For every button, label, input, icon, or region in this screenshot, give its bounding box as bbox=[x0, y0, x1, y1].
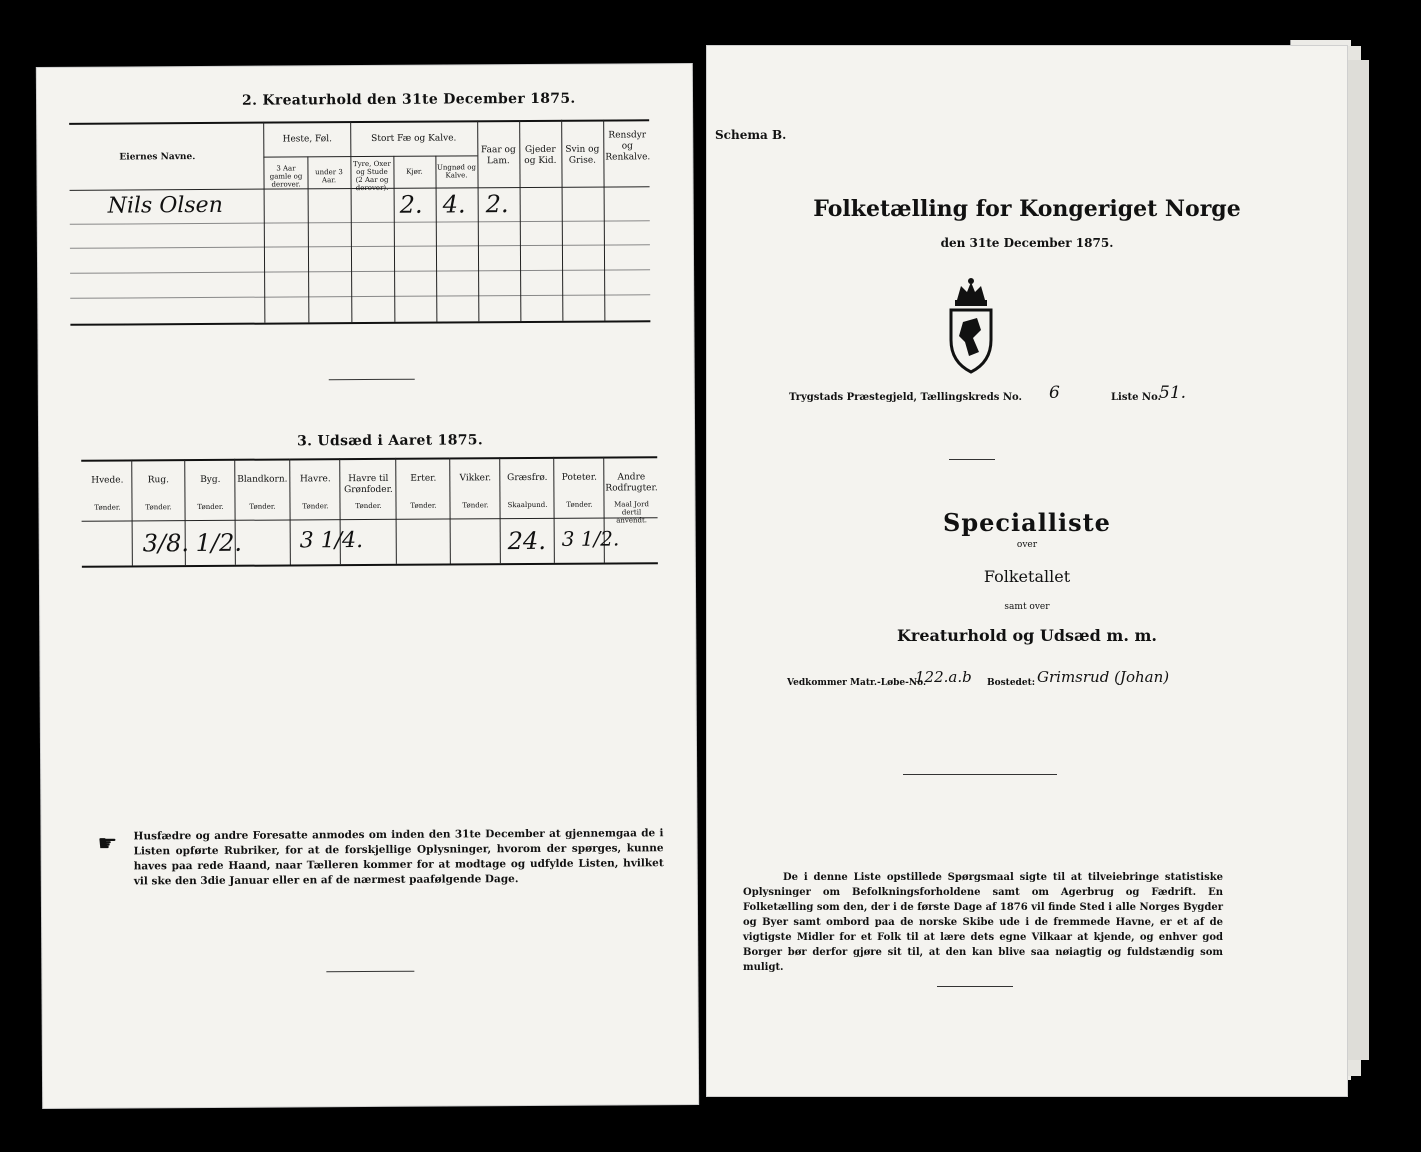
udsaed-unit-label: Tønder. bbox=[302, 502, 329, 511]
folketallet-heading: Folketallet bbox=[983, 567, 1071, 586]
table-rule bbox=[82, 562, 658, 568]
graesfro-value: 24. bbox=[507, 526, 546, 556]
udsaed-col-header: Erter. bbox=[410, 473, 437, 484]
col-heste-b: under 3 Aar. bbox=[315, 168, 343, 185]
udsaed-col-header: Byg. bbox=[200, 474, 221, 486]
footer-text: De i denne Liste opstillede Spørgsmaal sigte til at tilveiebringe statistiske Oplysninger om Befolkningsforholdene samt om Agerbrug og Fædrift. En Folketælling som den, der i de første Dage af 1876 vil finde Sted i alle Norges Bygder og Byer samt ombord paa de norske Skibe ude i de fremmede Havne, er et af de vigtigste Midler for et Folk til at lære dets egne Vilkaar at kjende, og enhver god Borger bør derfor gjøre sit til, at den kan blive saa nøiagtig og fuldstændig som muligt. bbox=[743, 872, 1223, 973]
table-col bbox=[393, 156, 395, 322]
kjor-value: 2. bbox=[399, 190, 423, 219]
udsaed-col-header: Blandkorn. bbox=[237, 474, 288, 485]
udsaed-col-header: Havre til Grønfoder. bbox=[344, 473, 393, 496]
udsaed-unit-label: Tønder. bbox=[94, 503, 121, 512]
udsaed-unit-label: Tønder. bbox=[145, 503, 172, 512]
kreaturhold-heading: Kreaturhold og Udsæd m. m. bbox=[897, 626, 1157, 645]
bostedet-value: Grimsrud (Johan) bbox=[1037, 668, 1170, 686]
coat-of-arms-icon bbox=[943, 278, 999, 374]
table-col bbox=[435, 156, 437, 322]
schema-label: Schema B. bbox=[715, 128, 787, 142]
over-text: over bbox=[1016, 540, 1038, 550]
col-svin: Svin og Grise. bbox=[565, 144, 600, 166]
table-rule bbox=[81, 456, 657, 462]
main-title: Folketælling for Kongeriget Norge bbox=[813, 196, 1241, 222]
left-page bbox=[37, 64, 698, 1108]
udsaed-col-header: Andre Rodfrugter. bbox=[605, 472, 658, 494]
udsaed-unit-label: Tønder. bbox=[197, 502, 224, 512]
col-storfe: Stort Fæ og Kalve. bbox=[371, 133, 457, 144]
liste-no: 51. bbox=[1159, 383, 1187, 403]
census-date: den 31te December 1875. bbox=[940, 236, 1114, 250]
table-rule bbox=[263, 155, 477, 157]
table-rule bbox=[70, 320, 650, 326]
divider bbox=[949, 459, 995, 460]
col-eiernes-navne: Eiernes Navne. bbox=[119, 152, 196, 163]
ungnod-value: 4. bbox=[442, 190, 466, 219]
col-faar: Faar og Lam. bbox=[480, 145, 516, 167]
udsaed-unit-label: Tønder. bbox=[249, 502, 276, 511]
col-storfe-b: Kjør. bbox=[406, 167, 423, 176]
udsaed-col-header: Rug. bbox=[147, 475, 169, 486]
specialliste-heading: Specialliste bbox=[943, 508, 1111, 537]
udsaed-unit-label: Tønder. bbox=[410, 501, 437, 510]
udsaed-unit-label: Tønder. bbox=[566, 500, 593, 509]
col-rensdyr: Rensdyr og Renkalve. bbox=[605, 130, 651, 163]
udsaed-col-header: Hvede. bbox=[91, 475, 124, 486]
bostedet-label: Bostedet: bbox=[987, 678, 1036, 688]
right-page bbox=[707, 46, 1347, 1096]
udsaed-col-header: Græsfrø. bbox=[507, 472, 548, 484]
samt-over-text: samt over bbox=[1004, 602, 1050, 612]
kreaturhold-title: 2. Kreaturhold den 31te December 1875. bbox=[241, 90, 576, 109]
col-heste: Heste, Føl. bbox=[282, 134, 332, 145]
udsaed-col-header: Poteter. bbox=[561, 472, 597, 483]
matr-value: 122.a.b bbox=[915, 668, 972, 686]
faar-value: 2. bbox=[485, 190, 509, 219]
matr-label: Vedkommer Matr.-Løbe-No. bbox=[787, 678, 927, 688]
udsaed-col-header: Havre. bbox=[299, 474, 331, 485]
col-storfe-a: Tyre, Oxer og Stude (2 Aar og derover). bbox=[353, 159, 391, 193]
rug-value: 3/8. bbox=[142, 529, 190, 558]
udsaed-unit-label: Skaalpund. bbox=[507, 500, 548, 510]
divider bbox=[937, 986, 1013, 987]
udsaed-title: 3. Udsæd i Aaret 1875. bbox=[297, 432, 484, 450]
notice-text: Husfædre og andre Foresatte anmodes om inden den 31te December at gjennemgaa de i Listen opførte Rubriker, for at de forskjellige Oplysninger, hvorom der spørges, kunne haves paa rede Haand, naar Tælleren kommer for at modtage og udfylde Listen, hvilket vil ske den 3die Januar eller en af de nærmest paafølgende Dage. bbox=[133, 827, 664, 888]
divider bbox=[326, 971, 414, 973]
poteter-value: 3 1/2. bbox=[561, 526, 620, 551]
udsaed-unit-label: Maal Jord dertil anvendt. bbox=[614, 500, 649, 525]
col-heste-a: 3 Aar gamle og derover. bbox=[269, 164, 303, 189]
udsaed-unit-label: Tønder. bbox=[355, 501, 382, 511]
liste-label: Liste No. bbox=[1111, 392, 1162, 403]
byg-value: 1/2. bbox=[195, 528, 243, 558]
table-rule bbox=[82, 517, 658, 522]
udsaed-col-header: Vikker. bbox=[459, 473, 492, 484]
owner-name: Nils Olsen bbox=[107, 192, 223, 219]
col-storfe-c: Ungnød og Kalve. bbox=[436, 163, 476, 180]
col-gjeder: Gjeder og Kid. bbox=[524, 144, 557, 167]
udsaed-unit-label: Tønder. bbox=[462, 501, 489, 510]
pointing-hand-icon: ☛ bbox=[97, 831, 118, 857]
district-no: 6 bbox=[1049, 383, 1060, 403]
district-label: Trygstads Præstegjeld, Tællingskreds No. bbox=[789, 392, 1022, 403]
havre-value: 3 1/4. bbox=[299, 528, 364, 554]
divider bbox=[903, 774, 1057, 775]
divider bbox=[329, 379, 415, 381]
